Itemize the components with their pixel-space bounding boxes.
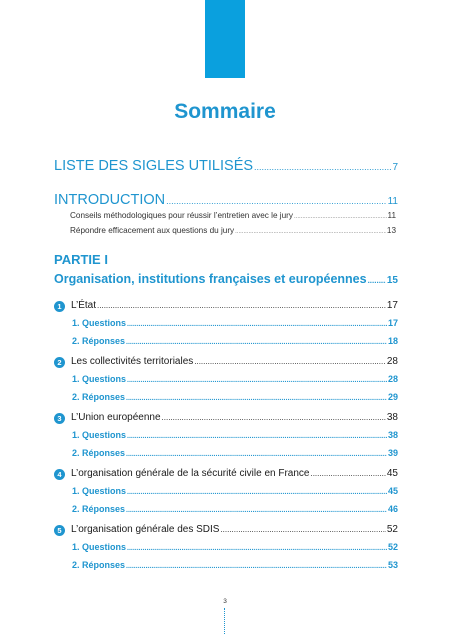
toc-questions-5[interactable] xyxy=(72,542,398,552)
dot-leader xyxy=(166,196,386,206)
toc-chapter-5[interactable] xyxy=(54,524,398,535)
toc-label: L’organisation générale de la sécurité civile en France xyxy=(71,468,310,479)
toc-page: 52 xyxy=(386,524,398,535)
chapter-number-badge: 1 xyxy=(54,301,65,312)
toc-questions-2[interactable] xyxy=(72,374,398,384)
toc-label: 1. Questions xyxy=(72,486,127,496)
toc-label: 2. Réponses xyxy=(72,504,126,514)
dot-leader xyxy=(126,451,387,458)
dot-leader xyxy=(254,162,391,172)
dot-leader xyxy=(220,525,385,534)
toc-label: 2. Réponses xyxy=(72,336,126,346)
dot-leader xyxy=(127,377,387,384)
toc-page: 11 xyxy=(387,211,396,220)
toc-label: LISTE DES SIGLES UTILISÉS xyxy=(54,158,254,174)
toc-label: L’organisation générale des SDIS xyxy=(71,524,220,535)
toc-page: 28 xyxy=(386,356,398,367)
toc-label: 2. Réponses xyxy=(72,392,126,402)
toc-label: Organisation, institutions françaises et européennes xyxy=(54,272,367,286)
partie-label: PARTIE I xyxy=(54,252,108,267)
toc-questions-1[interactable] xyxy=(72,318,398,328)
dot-leader xyxy=(162,413,386,422)
toc-chapter-1[interactable] xyxy=(54,300,398,311)
toc-label: INTRODUCTION xyxy=(54,192,166,208)
toc-label: Les collectivités territoriales xyxy=(71,356,194,367)
toc-page: 11 xyxy=(387,196,398,207)
chapter-number-badge: 5 xyxy=(54,525,65,536)
toc-label: 1. Questions xyxy=(72,542,127,552)
toc-label: Répondre efficacement aux questions du jury xyxy=(70,226,235,235)
toc-subentry-conseils[interactable] xyxy=(70,211,396,220)
chapter-number-badge: 4 xyxy=(54,469,65,480)
toc-questions-3[interactable] xyxy=(72,430,398,440)
chapter-number-badge: 2 xyxy=(54,357,65,368)
dot-leader xyxy=(127,489,387,496)
toc-chapter-4[interactable] xyxy=(54,468,398,479)
toc-page: 29 xyxy=(387,392,398,402)
toc-page: 28 xyxy=(387,374,398,384)
dot-leader xyxy=(126,563,387,570)
dot-leader xyxy=(127,321,387,328)
dot-leader xyxy=(126,507,387,514)
dot-leader xyxy=(127,545,387,552)
toc-label: L’Union européenne xyxy=(71,412,161,423)
dot-leader xyxy=(126,339,387,346)
dot-leader xyxy=(235,229,386,235)
toc-chapter-3[interactable] xyxy=(54,412,398,423)
toc-page: 15 xyxy=(386,275,398,286)
footer-dotted-line xyxy=(224,608,225,634)
toc-page: 38 xyxy=(387,430,398,440)
dot-leader xyxy=(126,395,387,402)
toc-page: 38 xyxy=(386,412,398,423)
dot-leader xyxy=(127,433,387,440)
dot-leader xyxy=(368,276,386,285)
toc-label: 2. Réponses xyxy=(72,448,126,458)
dot-leader xyxy=(194,357,386,366)
toc-page: 13 xyxy=(386,226,396,235)
toc-page: 17 xyxy=(387,318,398,328)
toc-entry-sigles[interactable] xyxy=(54,158,398,174)
toc-reponses-2[interactable] xyxy=(72,392,398,402)
toc-page: 18 xyxy=(387,336,398,346)
toc-page: 45 xyxy=(386,468,398,479)
dot-leader xyxy=(310,469,385,478)
top-color-bar xyxy=(205,0,245,78)
toc-page: 45 xyxy=(387,486,398,496)
page-number: 3 xyxy=(223,598,227,605)
toc-reponses-4[interactable] xyxy=(72,504,398,514)
dot-leader xyxy=(97,301,386,310)
toc-page: 53 xyxy=(387,560,398,570)
toc-page: 46 xyxy=(387,504,398,514)
toc-page: 39 xyxy=(387,448,398,458)
toc-subentry-repondre[interactable] xyxy=(70,226,396,235)
toc-label: 1. Questions xyxy=(72,430,127,440)
toc-label: 1. Questions xyxy=(72,374,127,384)
toc-label: L’État xyxy=(71,300,97,311)
toc-reponses-5[interactable] xyxy=(72,560,398,570)
page-title: Sommaire xyxy=(174,100,276,123)
toc-label: 1. Questions xyxy=(72,318,127,328)
toc-label: 2. Réponses xyxy=(72,560,126,570)
toc-reponses-3[interactable] xyxy=(72,448,398,458)
toc-entry-partie[interactable] xyxy=(54,272,398,286)
toc-questions-4[interactable] xyxy=(72,486,398,496)
chapter-number-badge: 3 xyxy=(54,413,65,424)
toc-chapter-2[interactable] xyxy=(54,356,398,367)
toc-page: 17 xyxy=(386,300,398,311)
toc-reponses-1[interactable] xyxy=(72,336,398,346)
toc-entry-introduction[interactable] xyxy=(54,192,398,208)
toc-page: 7 xyxy=(392,162,398,173)
toc-label: Conseils méthodologiques pour réussir l’entretien avec le jury xyxy=(70,211,293,220)
toc-page: 52 xyxy=(387,542,398,552)
dot-leader xyxy=(294,214,387,220)
